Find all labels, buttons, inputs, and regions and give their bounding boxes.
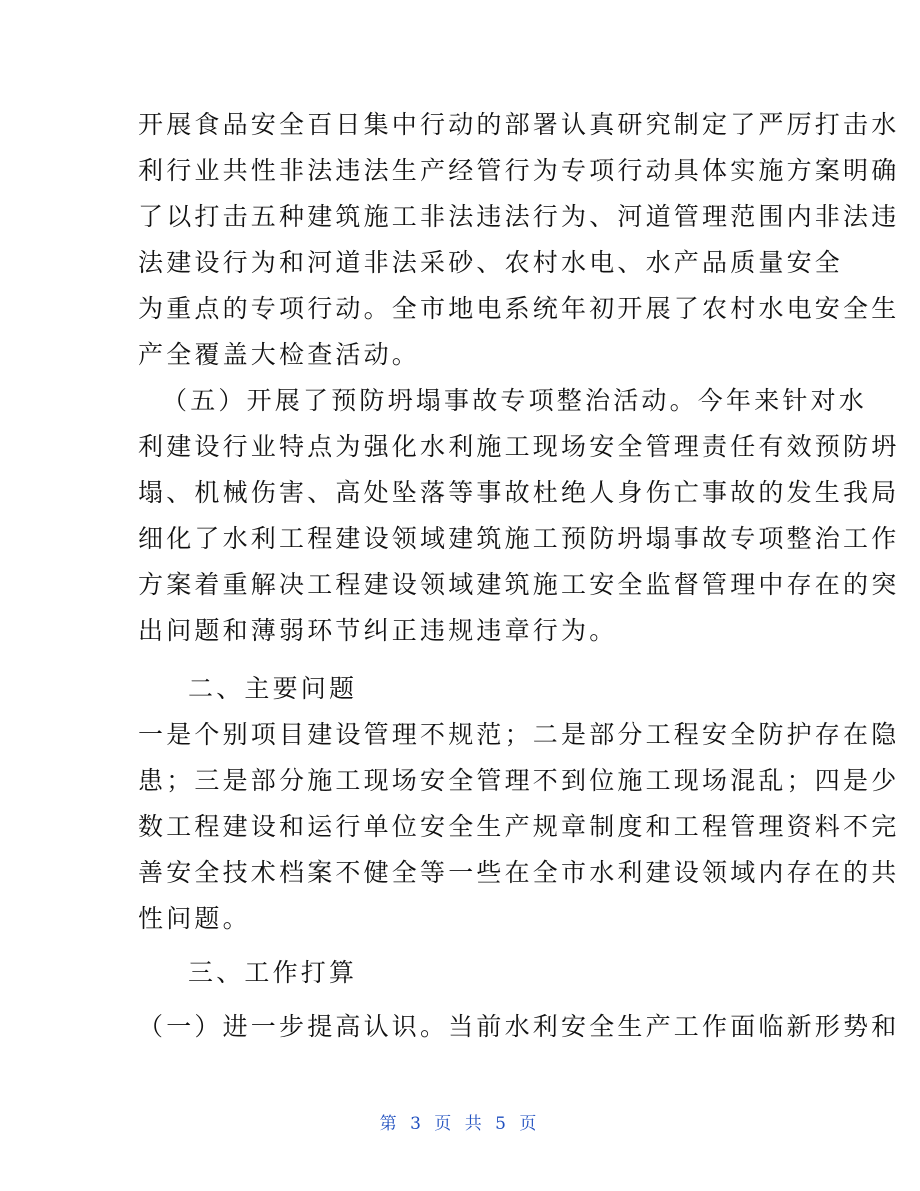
paragraph-line-20: （一）进一步提高认识。当前水利安全生产工作面临新形势和 <box>138 1012 900 1041</box>
paragraph-line-16: 数工程建设和运行单位安全生产规章制度和工程管理资料不完 <box>138 812 900 841</box>
paragraph-line-9: 塌、机械伤害、高处坠落等事故杜绝人身伤亡事故的发生我局 <box>138 478 900 507</box>
paragraph-line-8: 利建设行业特点为强化水利施工现场安全管理责任有效预防坍 <box>138 432 900 461</box>
paragraph-line-18: 性问题。 <box>138 904 251 933</box>
paragraph-line-15: 患；三是部分施工现场安全管理不到位施工现场混乱；四是少 <box>138 766 900 795</box>
section-heading-work-plan: 三、工作打算 <box>188 958 358 987</box>
paragraph-line-17: 善安全技术档案不健全等一些在全市水利建设领域内存在的共 <box>138 858 900 887</box>
paragraph-line-1: 开展食品安全百日集中行动的部署认真研究制定了严厉打击水 <box>138 110 900 139</box>
paragraph-line-14: 一是个别项目建设管理不规范；二是部分工程安全防护存在隐 <box>138 720 900 749</box>
paragraph-line-3: 了以打击五种建筑施工非法违法行为、河道管理范围内非法违 <box>138 202 900 231</box>
paragraph-line-5: 为重点的专项行动。全市地电系统年初开展了农村水电安全生 <box>138 294 900 323</box>
paragraph-line-12: 出问题和薄弱环节纠正违规违章行为。 <box>138 616 618 645</box>
paragraph-line-10: 细化了水利工程建设领域建筑施工预防坍塌事故专项整治工作 <box>138 524 900 553</box>
paragraph-line-4: 法建设行为和河道非法采砂、农村水电、水产品质量安全 <box>138 248 844 277</box>
section-heading-main-problems: 二、主要问题 <box>188 674 358 703</box>
paragraph-line-6: 产全覆盖大检查活动。 <box>138 340 421 369</box>
page-number-footer: 第 3 页 共 5 页 <box>379 1114 541 1134</box>
section-5-heading-line: （五）开展了预防坍塌事故专项整治活动。今年来针对水 <box>162 386 868 415</box>
paragraph-line-11: 方案着重解决工程建设领域建筑施工安全监督管理中存在的突 <box>138 570 900 599</box>
paragraph-line-2: 利行业共性非法违法生产经管行为专项行动具体实施方案明确 <box>138 156 900 185</box>
